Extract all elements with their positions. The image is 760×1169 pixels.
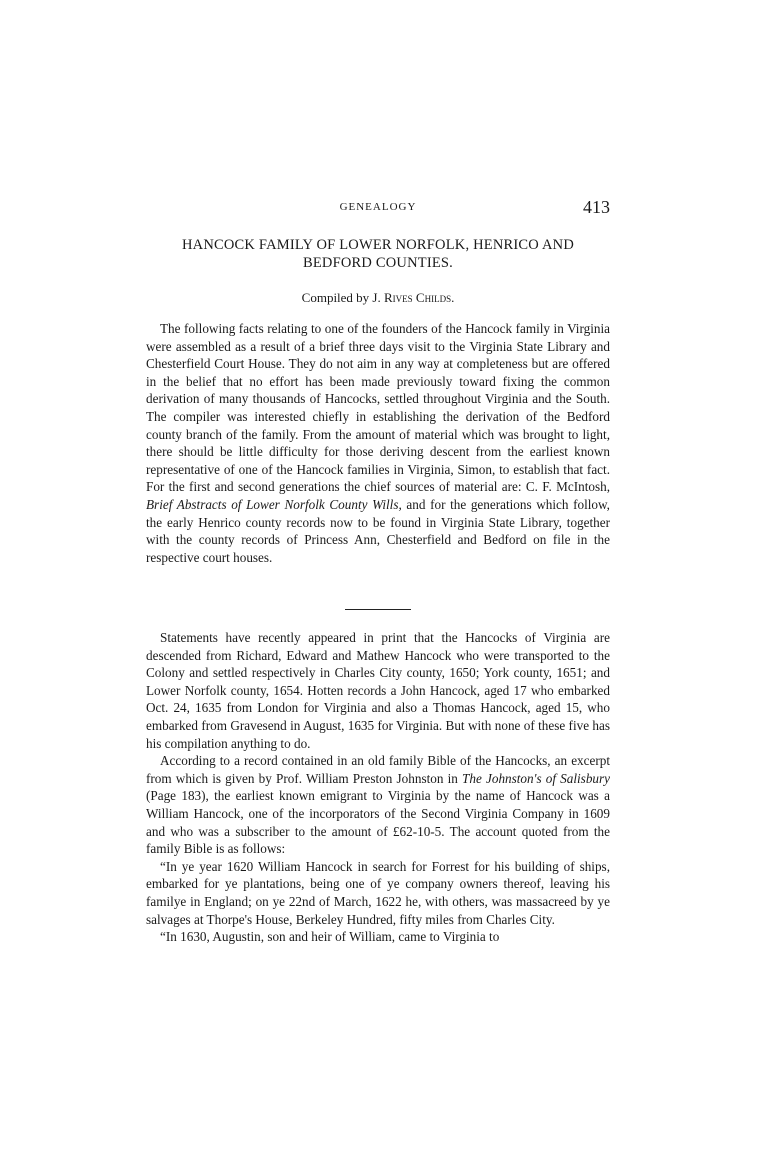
intro-text-part1: The following facts relating to one of the founders of the Hancock family in Virginia were assembled as a result of a brief three days visit to the Virginia State Library and Chesterfield Court House. They do not aim in any way at completeness but are offered in the belief that no effort has been made previously toward fixing the common derivation of many thousands of Hancocks, settled throughout Virginia and the South. The compiler was interested chiefly in establishing the derivation of the Bedford county branch of the family. From the amount of material which was brought to light, there should be little difficulty for those deriving descent from the earliest known representative of one of the Hancock families in Virginia, Simon, to establish that fact. For the first and second generations the chief sources of material are: C. F. McIntosh, <box>146 321 610 495</box>
byline <box>146 290 610 306</box>
byline-prefix: Compiled by J. <box>301 290 384 305</box>
body-text <box>146 629 610 946</box>
intro-italic-title: Brief Abstracts of Lower Norfolk County Wills, <box>146 496 402 512</box>
page-number: 413 <box>583 197 610 217</box>
section-heading: GENEALOGY <box>339 201 417 213</box>
paragraph-2-part1: According to a record contained in an old family Bible of the Hancocks, an excerpt from which is given by Prof. William Preston Johnston in <box>146 753 610 786</box>
paragraph-1: Statements have recently appeared in print that the Hancocks of Virginia are descended from Richard, Edward and Mathew Hancock who were transported to the Colony and settled respectively in Charles City county, 1650; York county, 1651; and Lower Norfolk county, 1654. Hotten records a John Hancock, aged 17 who embarked Oct. 24, 1635 from London for Virginia and also a Thomas Hancock, aged 15, who embarked from Gravesend in August, 1635 for Virginia. But with none of these five has his compilation anything to do. <box>146 630 610 751</box>
section-divider <box>345 609 411 610</box>
paragraph-2-italic-title: The Johnston's of Salisbury <box>462 770 610 786</box>
title-line-1: HANCOCK FAMILY OF LOWER NORFOLK, HENRICO AND <box>181 237 574 253</box>
running-header <box>146 199 610 221</box>
intro-text <box>146 320 610 566</box>
paragraph-4: “In 1630, Augustin, son and heir of William, came to Virginia to <box>160 929 500 945</box>
intro-text-part2: and for the generations which follow, the early Henrico county records now to be found in Virginia State Library, together with the county records of Princess Ann, Chesterfield and Bedford on file in the respective court houses. <box>146 496 610 565</box>
title-line-2: BEDFORD COUNTIES. <box>302 255 454 271</box>
paragraph-2-part2: (Page 183), the earliest known emigrant to Virginia by the name of Hancock was a William Hancock, one of the incorporators of the Second Virginia Company in 1609 and who was a subscriber to the amount of £62-10-5. The account quoted from the family Bible is as follows: <box>146 788 610 857</box>
article-title <box>146 236 610 272</box>
paragraph-3: “In ye year 1620 William Hancock in search for Forrest for his building of ships, embarked for ye plantations, being one of ye company owners thereof, leaving his familye in England; on ye 22nd of March, 1622 he, with others, was massacreed by ye salvages at Thorpe's House, Berkeley Hundred, fifty miles from Charles City. <box>146 858 610 927</box>
paragraph-2 <box>146 752 610 858</box>
intro-paragraph <box>146 320 610 566</box>
author-name: Rives Childs. <box>384 290 455 305</box>
